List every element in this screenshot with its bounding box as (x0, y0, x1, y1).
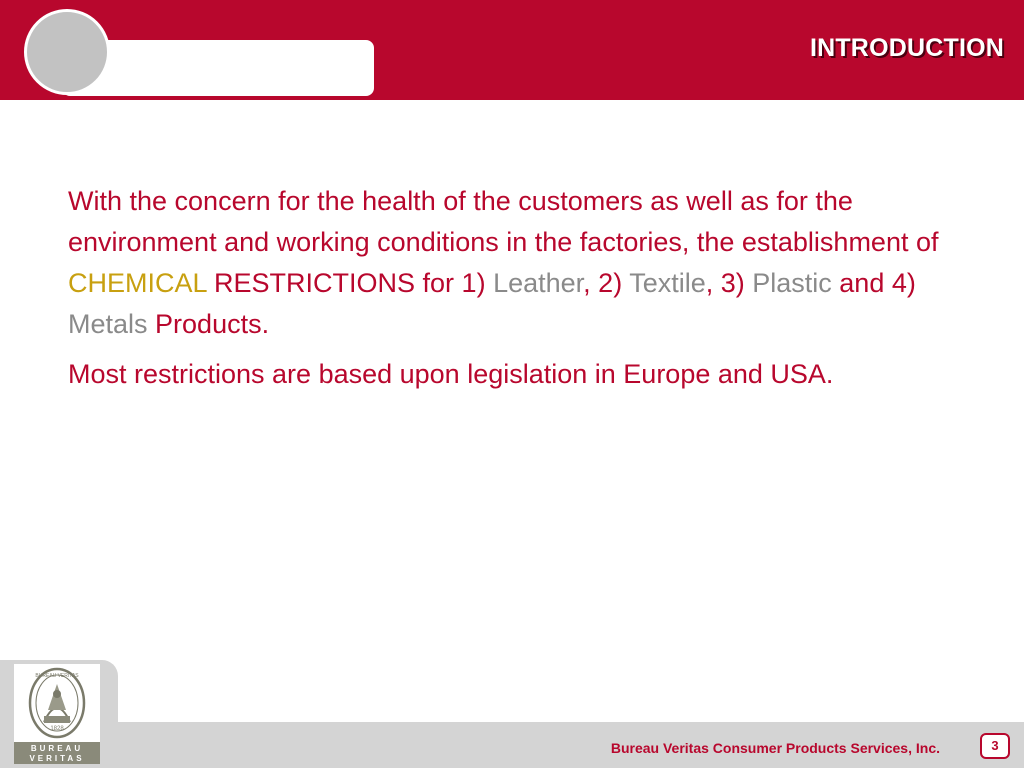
separator: , 2) (583, 268, 630, 298)
logo-text-line1: BUREAU (30, 744, 84, 753)
logo-text-line2: VERITAS (29, 754, 85, 763)
body-content (68, 181, 978, 401)
intro-text: With the concern for the health of the customers as well as for the environment and working conditions in the factories, the establishment of (68, 186, 939, 257)
products-text: Products. (147, 309, 270, 339)
footer-company-name: Bureau Veritas Consumer Products Services, Inc. (610, 740, 940, 756)
textile-text: Textile (629, 268, 706, 298)
separator: and 4) (831, 268, 916, 298)
leather-text: Leather (493, 268, 584, 298)
metals-text: Metals (68, 309, 148, 339)
paragraph-intro (68, 181, 978, 345)
bureau-veritas-logo (14, 664, 100, 764)
page-number-badge: 3 (980, 733, 1010, 759)
paragraph-legislation: Most restrictions are based upon legislation in Europe and USA. (68, 359, 834, 389)
logo-year: 1828 (50, 726, 64, 732)
header-decor-circle (24, 9, 110, 95)
logo-arc-text: BUREAU VERITAS (35, 673, 79, 679)
restrictions-text: RESTRICTIONS for 1) (206, 268, 494, 298)
chemical-highlight: CHEMICAL (68, 268, 207, 298)
slide-title: INTRODUCTION (809, 34, 1004, 62)
separator: , 3) (705, 268, 753, 298)
plastic-text: Plastic (752, 268, 832, 298)
